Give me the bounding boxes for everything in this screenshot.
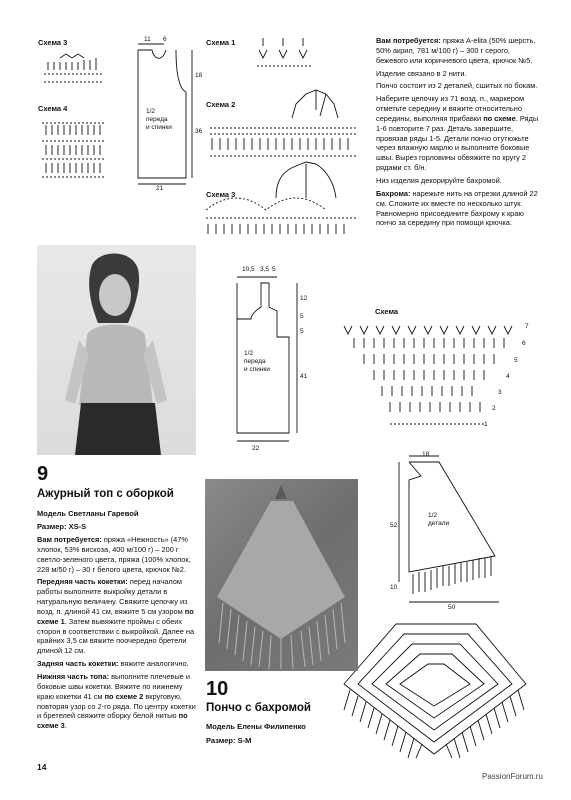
pattern1-label-b: переда (146, 116, 168, 123)
dim-12: 12 (300, 295, 308, 302)
row-2: 2 (492, 405, 496, 412)
model9-title: Ажурный топ с оборкой (37, 488, 174, 500)
model9-number: 9 (37, 463, 49, 485)
page-number: 14 (37, 762, 47, 772)
model9-instructions (37, 535, 197, 734)
model9-front-label: Передняя часть кокетки: (37, 577, 128, 587)
row-5: 5 (514, 357, 518, 364)
pattern2-label-b: переда (244, 358, 266, 365)
scheme3-left-chart (40, 50, 110, 90)
model10-author: Модель Елены Филипенко (206, 722, 306, 731)
model9-lower-e: . (64, 721, 67, 731)
model9-size: Размер: XS-S (37, 522, 87, 531)
scheme1-label: Схема 1 (206, 38, 236, 47)
scheme2-label: Схема 2 (206, 100, 236, 109)
model9-front-a: перед началом работы выполните выкройку детали в натуральную величину. Свяжите цепочку из возд. п. длиной 41 см, вяжите 5 см узором (37, 577, 188, 616)
scheme3-label: Схема 3 (206, 190, 236, 199)
model10-size: Размер: S-M (206, 736, 252, 745)
dim-18: 18 (195, 72, 203, 79)
pattern1-label-c: и спинки (146, 124, 172, 131)
scheme4-left-chart (38, 115, 110, 190)
poncho-instructions (376, 36, 542, 231)
poncho-stripes-diagram (340, 620, 530, 760)
scheme4-left-label: Схема 4 (38, 104, 68, 113)
dim-36: 36 (195, 128, 203, 135)
row-1: 1 (484, 421, 488, 428)
scheme3-left-label: Схема 3 (38, 38, 68, 47)
poncho-p3a: Наберите цепочку из 71 возд. п., маркером отметьте середину и вяжите относительно середины, выполняя прибавки (376, 94, 525, 123)
model9-back-label: Задняя часть кокетки: (37, 659, 119, 669)
dim-5-top: 5 (272, 266, 276, 273)
watermark: PassionForum.ru (482, 772, 543, 781)
dim-5-low: 5 (300, 328, 304, 335)
pattern2-label-a: 1/2 (244, 350, 254, 357)
poncho-materials-label: Вам потребуется: (376, 36, 441, 45)
top-pattern-2 (225, 265, 315, 455)
dim-50: 50 (448, 604, 456, 611)
row-3: 3 (498, 389, 502, 396)
model9-materials-label: Вам потребуется: (37, 535, 102, 544)
model9-lower-label: Нижняя часть топа: (37, 671, 110, 681)
poncho-p1: Изделие связано в 2 нити. (376, 68, 467, 78)
poncho-pattern (385, 450, 525, 610)
poncho-p3b: по схеме (483, 113, 516, 123)
poncho-p4: Низ изделия декорируйте бахромой. (376, 175, 502, 185)
scheme2-chart (206, 88, 361, 160)
dim-41: 41 (300, 373, 308, 380)
poncho-fringe-label: Бахрома: (376, 188, 411, 198)
model10-number: 10 (206, 678, 229, 700)
dim-5-mid: 5 (300, 313, 304, 320)
scheme1-chart (255, 36, 315, 74)
model9-lower-d: по схеме 3 (37, 711, 188, 731)
dim-52: 52 (390, 522, 398, 529)
dim-3-5: 3,5 (260, 266, 270, 273)
model9-photo (37, 245, 196, 455)
model9-lower-a: выполните плечевые и боковые швы кокетки. Вяжите по нижнему краю кокетки 41 см (37, 671, 190, 701)
pattern1-label-a: 1/2 (146, 108, 156, 115)
model9-front-b: по схеме 1 (37, 606, 194, 626)
model9-back: вяжите аналогично. (118, 659, 189, 669)
model10-title: Пончо с бахромой (206, 702, 311, 714)
poncho-detail-a: 1/2 (428, 512, 438, 519)
poncho-fringe: нарежьте нить на отрезки длиной 22 см. Сложите их вместе по несколько штук. Равномерно присоедините бахрому к краю пончо за середину при помощи крючка. (376, 188, 538, 228)
dim-11: 11 (144, 36, 151, 43)
model10-photo (205, 479, 358, 671)
row-4: 4 (506, 373, 510, 380)
scheme3-chart (200, 160, 360, 240)
row-7: 7 (525, 323, 529, 330)
poncho-materials: пряжа A-elita (50% шерсть, 50% акрил, 781 м/100 г) – 300 г серого, бежевого или коричневого цвета, крючок №5. (376, 36, 536, 65)
poncho-p2: Пончо состоит из 2 деталей, сшитых по бокам. (376, 81, 538, 91)
dim-10-poncho: 10 (390, 584, 398, 591)
dim-21: 21 (156, 185, 164, 192)
model9-lower-c: вкруговую, повторяя узор со 2-го ряда. По центру кокетки и бретелей свяжите оборку белой нитью (37, 691, 196, 721)
poncho-p3c: . Ряды 1-6 повторите 7 раз. Деталь завершите, провязав ряды 1-5. Детали пончо отутюжьте через влажную марлю и выполните боковые швы. Вырез горловины обвяжите по кругу 2 рядами ст. б/н. (376, 113, 539, 173)
model9-lower-b: по схеме 2 (104, 691, 144, 701)
model9-front-c: . Затем вывяжите проймы с обеих сторон в соответствии с выкройкой. Далее на крайних 3,5 см вяжите поочередно бретели длиной 12 см. (37, 616, 195, 656)
pattern2-label-c: и спинки (244, 366, 270, 373)
poncho-detail-b: детали (428, 520, 450, 527)
row-6: 6 (522, 340, 526, 347)
dim-10-5: 10,5 (242, 266, 255, 273)
dim-22: 22 (252, 445, 260, 452)
dim-18-poncho: 18 (422, 451, 430, 458)
dim-6: 6 (163, 36, 167, 43)
model9-author: Модель Светланы Гаревой (37, 509, 139, 518)
poncho-scheme-label: Схема (375, 307, 399, 316)
model9-materials: пряжа «Нежность» (47% хлопок, 53% вискоза, 400 м/100 г) – 200 г светло-зеленого цвета, пряжа (100% хлопок, 228 м/50 г) – 30 г белого цвета, крючок №2. (37, 535, 191, 574)
poncho-scheme-chart (340, 318, 530, 438)
